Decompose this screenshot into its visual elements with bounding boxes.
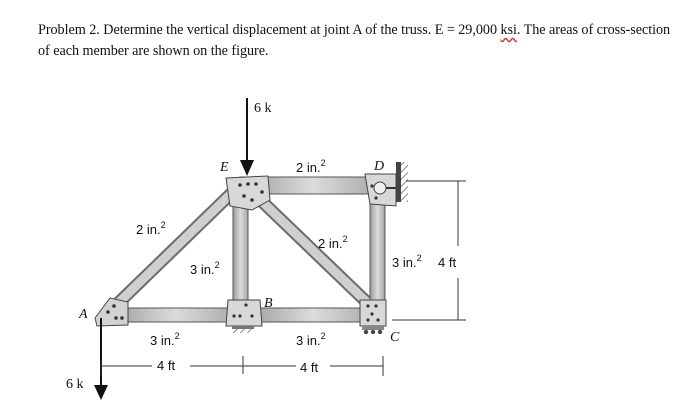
gusset-b bbox=[226, 300, 262, 326]
load-top-arrow bbox=[240, 98, 254, 176]
load-bottom-arrow bbox=[94, 318, 108, 400]
area-label-bc: 3 in.$^2$ bbox=[296, 331, 326, 348]
joint-label-c: C bbox=[390, 330, 400, 345]
joint-label-a: A bbox=[79, 307, 88, 322]
support-c-roller bbox=[362, 326, 384, 334]
problem-text-prefix: Problem 2. Determine the vertical displacement at joint A of the truss. E = 29,000 bbox=[38, 22, 501, 38]
area-label-ab: 3 in.$^2$ bbox=[150, 331, 180, 348]
load-label-bottom: 6 k bbox=[66, 377, 84, 392]
joint-label-b: B bbox=[264, 296, 273, 311]
gusset-a bbox=[95, 298, 128, 326]
area-label-eb: 3 in.$^2$ bbox=[190, 260, 220, 277]
area-label-ec: 2 in.$^2$ bbox=[318, 234, 348, 251]
problem-text-suffix: . The areas of cross-section of each member are shown on the figure. bbox=[38, 22, 671, 59]
load-label-top: 6 k bbox=[254, 101, 272, 116]
unit-ksi: ksi bbox=[500, 22, 517, 38]
dimension-label-height: 4 ft bbox=[438, 255, 457, 270]
dimension-label-left-span: 4 ft bbox=[157, 358, 176, 373]
area-label-dc: 3 in.$^2$ bbox=[392, 253, 422, 270]
joint-label-d: D bbox=[374, 159, 385, 174]
area-label-ae: 2 in.$^2$ bbox=[136, 220, 166, 237]
area-label-ed: 2 in.$^2$ bbox=[296, 158, 326, 175]
dimension-label-right-span: 4 ft bbox=[300, 360, 319, 375]
joint-label-e: E bbox=[220, 160, 229, 175]
support-b-base bbox=[232, 326, 254, 333]
